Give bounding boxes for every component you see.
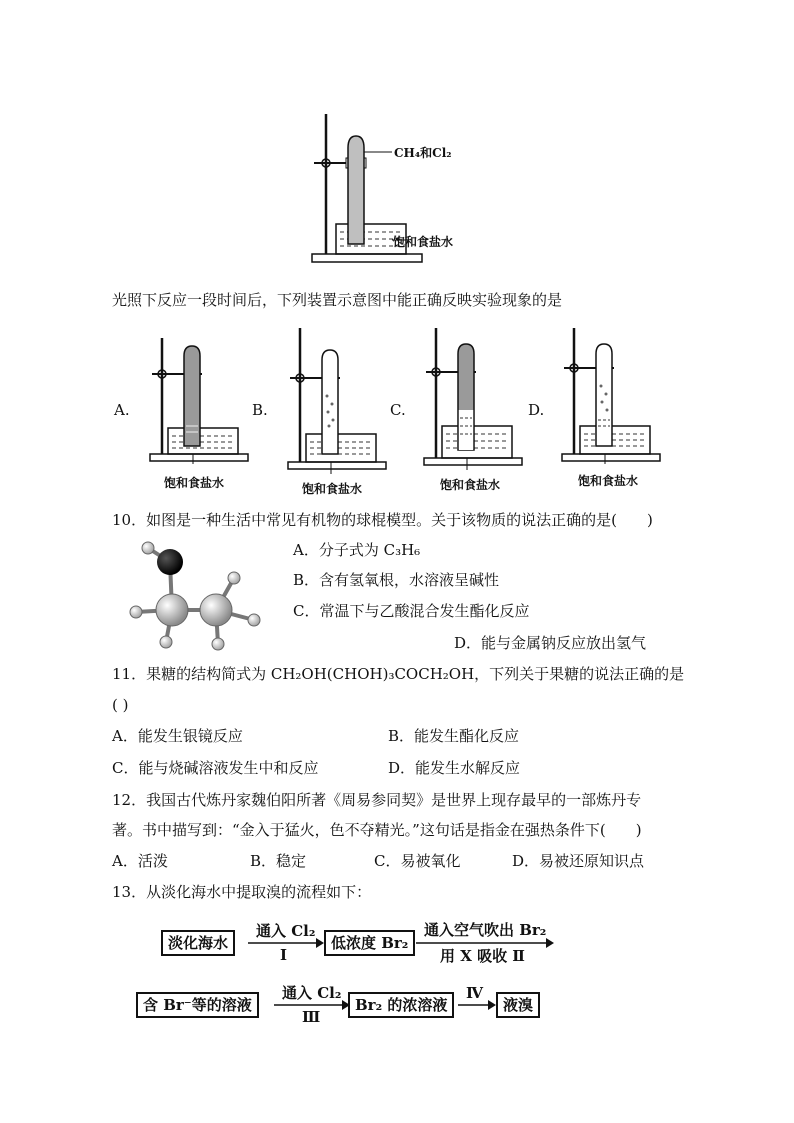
option-d-liquid-label: 饱和食盐水 [578,474,639,488]
flow-arrow-2-top: 通入空气吹出 Br₂ [424,921,547,939]
apparatus-option-c [420,326,530,472]
apparatus-option-b [284,326,394,476]
flow-arrow-4-top: Ⅳ [466,984,484,1002]
liquid-label: 饱和食盐水 [393,235,454,249]
q10-option-c: C．常温下与乙酸混合发生酯化反应 [293,602,530,620]
apparatus-option-a [146,336,256,466]
q11-option-c: C．能与烧碱溶液发生中和反应 [112,759,319,777]
option-d-letter: D. [528,401,545,419]
flow-arrow-1-bottom: Ⅰ [280,946,288,964]
flow-arrow-2-bottom: 用 X 吸收 Ⅱ [440,947,525,965]
option-a-letter: A. [114,401,130,419]
q10-option-a: A．分子式为 C₃H₆ [293,541,421,559]
flow-box-concentrated-br2: Br₂ 的浓溶液 [348,992,454,1018]
q12-option-a: A．活泼 [112,852,168,870]
q11-stem: 11．果糖的结构简式为 CH₂OH(CHOH)₃COCH₂OH，下列关于果糖的说法正确的是 [112,665,685,683]
q11-option-b: B．能发生酯化反应 [388,727,520,745]
option-b-liquid-label: 饱和食盐水 [302,482,363,496]
q12-line2: 著。书中描写到：“金入于猛火，色不夺精光。”这句话是指金在强热条件下( ) [112,821,642,839]
q10-option-b: B．含有氢氧根，水溶液呈碱性 [293,571,500,589]
q12-line1: 12．我国古代炼丹家魏伯阳所著《周易参同契》是世界上现存最早的一部炼丹专 [112,791,642,809]
option-b-letter: B. [252,401,268,419]
q12-option-b: B．稳定 [250,852,307,870]
flow-box-liquid-bromine: 液溴 [496,992,540,1018]
q11-option-a: A．能发生银镜反应 [112,727,243,745]
gas-label: CH₄和Cl₂ [394,146,452,160]
flow-box-br-solution: 含 Br⁻等的溶液 [136,992,259,1018]
q12-option-d: D．易被还原知识点 [512,852,645,870]
apparatus-option-d [558,326,668,466]
flow-box-desalinated-water: 淡化海水 [161,930,235,956]
q13-stem: 13．从淡化海水中提取溴的流程如下： [112,883,372,901]
q10-option-d: D．能与金属钠反应放出氢气 [454,634,647,652]
q11-bracket: ( ) [112,696,129,714]
option-a-liquid-label: 饱和食盐水 [164,476,225,490]
q11-option-d: D．能发生水解反应 [388,759,521,777]
q10-stem: 10．如图是一种生活中常见有机物的球棍模型。关于该物质的说法正确的是( ) [112,511,653,529]
flow-arrow-1-top: 通入 Cl₂ [256,922,316,940]
ball-stick-model [126,538,276,654]
option-c-letter: C. [390,401,406,419]
q12-option-c: C．易被氧化 [374,852,461,870]
flow-arrow-3-top: 通入 Cl₂ [282,984,342,1002]
prompt-line: 光照下反应一段时间后，下列装置示意图中能正确反映实验现象的是 [112,291,563,309]
flow-arrow-3-bottom: Ⅲ [302,1008,321,1026]
option-c-liquid-label: 饱和食盐水 [440,478,501,492]
flow-box-low-br2: 低浓度 Br₂ [324,930,415,956]
